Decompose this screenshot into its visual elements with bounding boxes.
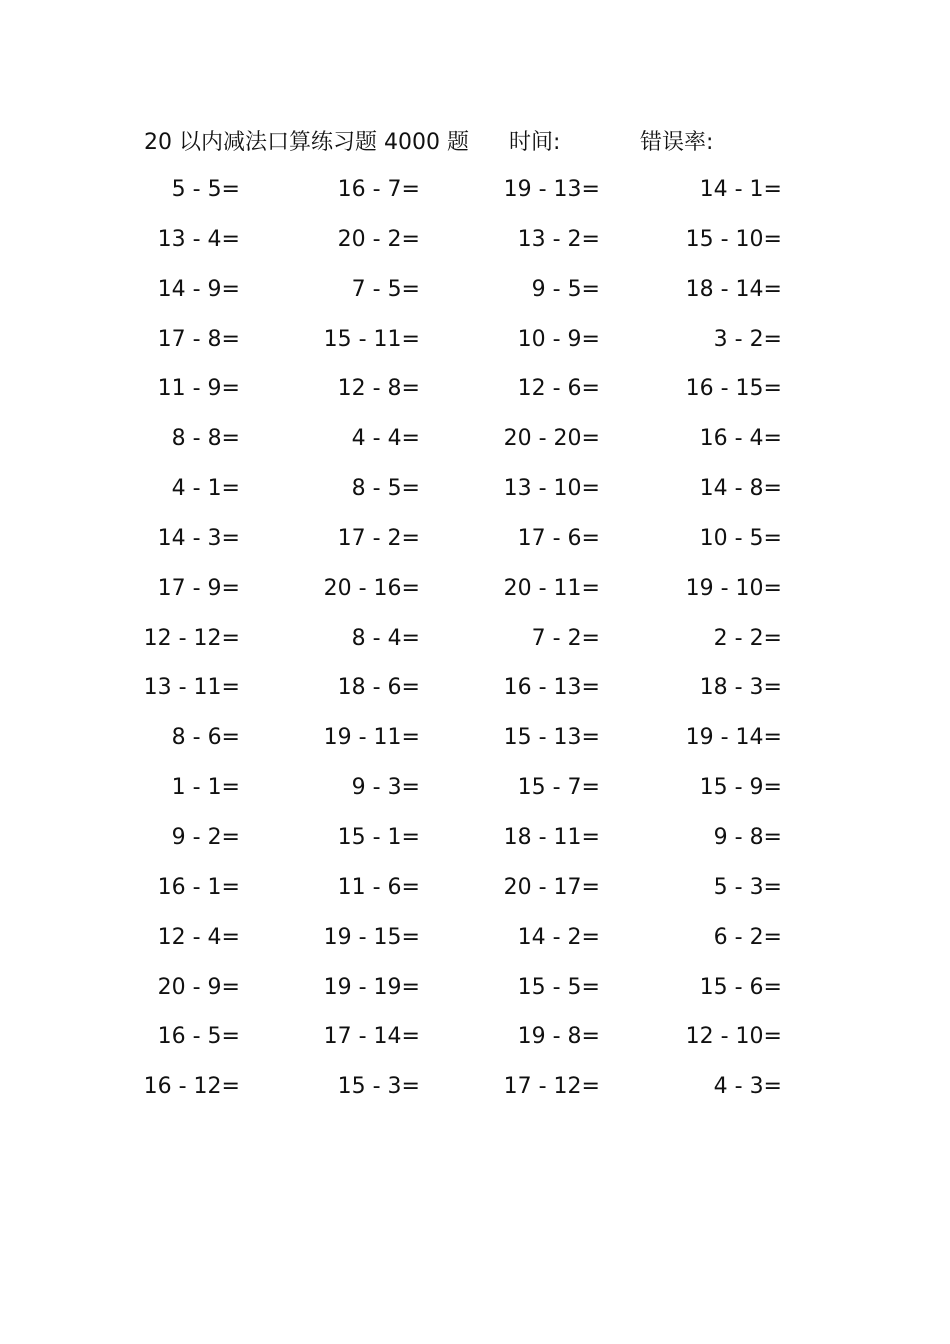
subtraction-problem: 3 - 2= — [713, 326, 782, 352]
worksheet-header — [0, 126, 950, 160]
problem-row — [0, 469, 950, 519]
subtraction-problem: 5 - 5= — [171, 177, 240, 202]
subtraction-problem: 9 - 2= — [171, 824, 240, 850]
problem-row — [0, 569, 950, 619]
subtraction-problem: 15 - 5= — [517, 974, 600, 1000]
subtraction-problem: 4 - 1= — [171, 476, 240, 502]
subtraction-problem: 13 - 11= — [143, 675, 240, 701]
problem-row — [0, 868, 950, 918]
subtraction-problem: 13 - 10= — [503, 476, 600, 502]
subtraction-problem: 14 - 3= — [157, 525, 240, 551]
subtraction-problem: 7 - 5= — [351, 276, 420, 302]
subtraction-problem: 13 - 2= — [517, 226, 600, 252]
subtraction-problem: 12 - 8= — [337, 376, 420, 402]
subtraction-problem: 13 - 4= — [157, 226, 240, 252]
subtraction-problem: 4 - 3= — [713, 1074, 782, 1100]
subtraction-problem: 1 - 1= — [171, 775, 240, 801]
subtraction-problem: 14 - 2= — [517, 924, 600, 950]
subtraction-problem: 16 - 5= — [157, 1024, 240, 1050]
subtraction-problem: 5 - 3= — [713, 874, 782, 900]
subtraction-problem: 19 - 13= — [503, 177, 600, 202]
subtraction-problem: 15 - 13= — [503, 725, 600, 751]
subtraction-problem: 8 - 8= — [171, 426, 240, 452]
problem-row — [0, 220, 950, 270]
subtraction-problem: 18 - 14= — [685, 276, 782, 302]
subtraction-problem: 15 - 6= — [699, 974, 782, 1000]
problem-row — [0, 270, 950, 320]
subtraction-problem: 18 - 11= — [503, 824, 600, 850]
problem-row — [0, 918, 950, 968]
subtraction-problem: 16 - 7= — [337, 177, 420, 202]
subtraction-problem: 14 - 9= — [157, 276, 240, 302]
subtraction-problem: 10 - 5= — [699, 525, 782, 551]
subtraction-problem: 15 - 3= — [337, 1074, 420, 1100]
subtraction-problem: 15 - 7= — [517, 775, 600, 801]
subtraction-problem: 10 - 9= — [517, 326, 600, 352]
subtraction-problem: 9 - 5= — [531, 276, 600, 302]
subtraction-problem: 19 - 19= — [323, 974, 420, 1000]
time-label: 时间: — [509, 130, 561, 155]
problem-row — [0, 170, 950, 220]
problem-row — [0, 718, 950, 768]
subtraction-problem: 8 - 4= — [351, 625, 420, 651]
subtraction-problem: 19 - 8= — [517, 1024, 600, 1050]
subtraction-problem: 6 - 2= — [713, 924, 782, 950]
problem-row — [0, 369, 950, 419]
subtraction-problem: 14 - 1= — [699, 177, 782, 202]
subtraction-problem: 12 - 10= — [685, 1024, 782, 1050]
error-rate-label: 错误率: — [640, 130, 714, 155]
problem-row — [0, 320, 950, 370]
subtraction-problem: 8 - 6= — [171, 725, 240, 751]
subtraction-problem: 16 - 12= — [143, 1074, 240, 1100]
subtraction-problem: 12 - 4= — [157, 924, 240, 950]
problem-row — [0, 1067, 950, 1117]
subtraction-problem: 20 - 11= — [503, 575, 600, 601]
subtraction-problem: 16 - 4= — [699, 426, 782, 452]
worksheet-title: 20 以内减法口算练习题 4000 题 — [144, 130, 469, 155]
subtraction-problem: 15 - 9= — [699, 775, 782, 801]
problem-row — [0, 768, 950, 818]
subtraction-problem: 12 - 12= — [143, 625, 240, 651]
subtraction-problem: 20 - 16= — [323, 575, 420, 601]
subtraction-problem: 9 - 8= — [713, 824, 782, 850]
subtraction-problem: 20 - 2= — [337, 226, 420, 252]
subtraction-problem: 17 - 14= — [323, 1024, 420, 1050]
problem-row — [0, 668, 950, 718]
subtraction-problem: 15 - 1= — [337, 824, 420, 850]
subtraction-problem: 19 - 14= — [685, 725, 782, 751]
problem-row — [0, 519, 950, 569]
subtraction-problem: 17 - 8= — [157, 326, 240, 352]
subtraction-problem: 18 - 6= — [337, 675, 420, 701]
subtraction-problem: 16 - 15= — [685, 376, 782, 402]
subtraction-problem: 11 - 9= — [157, 376, 240, 402]
subtraction-problem: 19 - 10= — [685, 575, 782, 601]
subtraction-problem: 19 - 11= — [323, 725, 420, 751]
subtraction-problem: 16 - 1= — [157, 874, 240, 900]
subtraction-problem: 19 - 15= — [323, 924, 420, 950]
subtraction-problem: 15 - 11= — [323, 326, 420, 352]
problem-row — [0, 818, 950, 868]
subtraction-problem: 4 - 4= — [351, 426, 420, 452]
subtraction-problem: 16 - 13= — [503, 675, 600, 701]
subtraction-problem: 20 - 17= — [503, 874, 600, 900]
subtraction-problem: 17 - 6= — [517, 525, 600, 551]
subtraction-problem: 17 - 12= — [503, 1074, 600, 1100]
subtraction-problem: 18 - 3= — [699, 675, 782, 701]
subtraction-problem: 9 - 3= — [351, 775, 420, 801]
subtraction-problem: 15 - 10= — [685, 226, 782, 252]
subtraction-problem: 14 - 8= — [699, 476, 782, 502]
subtraction-problem: 20 - 9= — [157, 974, 240, 1000]
subtraction-problem: 20 - 20= — [503, 426, 600, 452]
problem-grid — [0, 170, 950, 1117]
subtraction-problem: 12 - 6= — [517, 376, 600, 402]
problem-row — [0, 619, 950, 669]
problem-row — [0, 1017, 950, 1067]
subtraction-problem: 17 - 2= — [337, 525, 420, 551]
subtraction-problem: 8 - 5= — [351, 476, 420, 502]
subtraction-problem: 7 - 2= — [531, 625, 600, 651]
subtraction-problem: 2 - 2= — [713, 625, 782, 651]
subtraction-problem: 11 - 6= — [337, 874, 420, 900]
subtraction-problem: 17 - 9= — [157, 575, 240, 601]
problem-row — [0, 419, 950, 469]
problem-row — [0, 968, 950, 1018]
